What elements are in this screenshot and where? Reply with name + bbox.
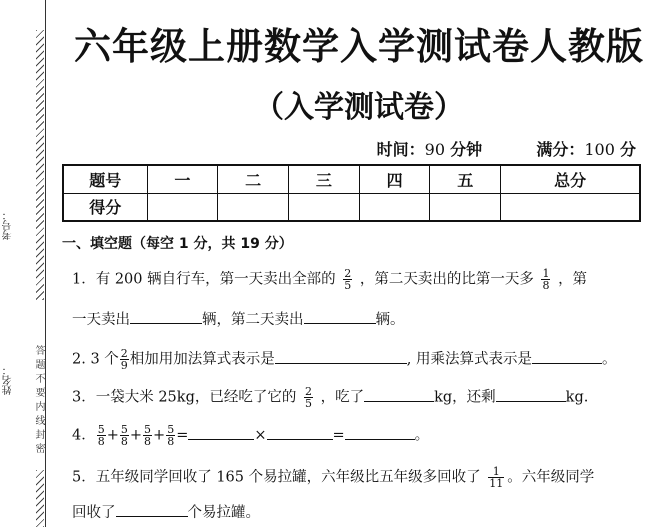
plus-sign: +: [129, 427, 143, 444]
time-value: 90: [424, 140, 446, 159]
numerator: 5: [120, 423, 128, 436]
answer-blank[interactable]: [364, 388, 434, 402]
q2-text-b: 相加用加法算式表示是: [129, 351, 275, 368]
answer-blank[interactable]: [267, 426, 333, 440]
exam-number-field: [3, 160, 17, 240]
score-cell[interactable]: [359, 193, 430, 221]
q5-text-b: 。六年级同学: [507, 469, 595, 486]
score-header-cell: 五: [430, 165, 501, 193]
fraction: [343, 268, 352, 291]
question-5-line-1: [72, 466, 594, 489]
q1-text-a: 1．有 200 辆自行车，第一天卖出全部的: [72, 271, 336, 288]
denominator: 8: [144, 435, 152, 448]
binding-hatch-top: [36, 30, 44, 300]
q5-text-d: 个易拉罐。: [187, 505, 260, 521]
numerator: 2: [120, 347, 128, 360]
exam-meta: [377, 137, 636, 160]
equals-sign: =: [332, 427, 345, 444]
fraction: [120, 424, 129, 447]
fraction: [166, 424, 175, 447]
full-score-value: 100: [584, 140, 615, 159]
q1-text-e: 辆，第二天卖出: [202, 312, 304, 328]
answer-blank[interactable]: [188, 426, 254, 440]
q3-text-d: kg.: [565, 389, 589, 406]
numerator: 5: [144, 423, 152, 436]
fraction: [488, 466, 504, 489]
question-5-line-2: [72, 503, 260, 523]
denominator: 5: [304, 397, 312, 410]
full-score-label: 满分：: [536, 140, 585, 159]
page-title: 六年级上册数学入学测试卷人教版: [74, 24, 644, 68]
plus-sign: +: [106, 427, 119, 444]
name-label: 姓名：: [3, 365, 14, 395]
answer-blank[interactable]: [304, 310, 376, 324]
denominator: 8: [167, 435, 175, 448]
fraction: [120, 348, 129, 371]
q1-text-b: ，第二天卖出的比第一天多: [359, 271, 534, 288]
numerator: 2: [304, 385, 312, 398]
q4-text-a: 4．: [72, 427, 96, 444]
answer-blank[interactable]: [116, 503, 188, 517]
answer-blank[interactable]: [532, 350, 602, 364]
section-heading: 一、填空题（每空 1 分，共 19 分）: [62, 236, 293, 252]
score-cell[interactable]: [147, 193, 218, 221]
time-unit: 分钟: [450, 140, 483, 159]
answer-blank[interactable]: [496, 388, 566, 402]
binding-hatch-bottom: [36, 470, 44, 527]
exam-number-label: 考号：: [3, 210, 14, 240]
score-header-cell: 题号: [63, 165, 147, 193]
q5-text-c: 回收了: [72, 505, 116, 521]
score-header-cell: 二: [218, 165, 289, 193]
q2-text-a: 2. 3 个: [72, 351, 119, 368]
score-row-label: 得分: [63, 193, 147, 221]
full-score-unit: 分: [619, 140, 636, 159]
fraction: [97, 424, 106, 447]
numerator: 1: [542, 267, 550, 280]
score-cell[interactable]: [430, 193, 501, 221]
score-header-cell: 一: [147, 165, 218, 193]
answer-blank[interactable]: [275, 350, 407, 364]
score-header-cell: 三: [288, 165, 359, 193]
denominator: 8: [120, 435, 128, 448]
question-2: [72, 348, 617, 371]
score-header-cell: 总分: [501, 165, 640, 193]
q3-text-b: ，吃了: [320, 389, 365, 406]
answer-blank[interactable]: [130, 310, 202, 324]
question-1-line-1: [72, 268, 587, 291]
q1-text-f: 辆。: [375, 312, 405, 328]
q1-text-d: 一天卖出: [72, 312, 130, 328]
times-sign: ×: [254, 427, 267, 444]
denominator: 8: [97, 435, 105, 448]
numerator: 5: [167, 423, 175, 436]
fraction: [541, 268, 550, 291]
q2-text-c: , 用乘法算式表示是: [406, 351, 532, 368]
score-cell[interactable]: [501, 193, 640, 221]
q1-text-c: ，第: [558, 271, 588, 288]
q3-text-c: kg，还剩: [434, 389, 496, 406]
denominator: 11: [489, 477, 504, 490]
time-label: 时间：: [376, 140, 425, 159]
binding-margin: [0, 0, 58, 527]
seal-note: 答题不要内线封密: [33, 345, 44, 457]
score-cell[interactable]: [218, 193, 289, 221]
denominator: 5: [344, 279, 352, 292]
q5-text-a: 5．五年级同学回收了 165 个易拉罐，六年级比五年级多回收了: [72, 469, 481, 486]
name-field: [3, 295, 17, 395]
plus-sign: +: [153, 427, 166, 444]
fraction: [304, 386, 313, 409]
numerator: 1: [488, 466, 504, 478]
question-3: [72, 386, 588, 409]
question-1-line-2: [72, 310, 405, 330]
equals-sign: =: [176, 427, 189, 444]
score-cell[interactable]: [288, 193, 359, 221]
score-table-header-row: [63, 165, 640, 193]
fraction: [143, 424, 152, 447]
question-4: [72, 424, 429, 447]
denominator: 8: [542, 279, 550, 292]
numerator: 5: [97, 423, 105, 436]
score-table-score-row: [63, 193, 640, 221]
q2-text-d: 。: [602, 351, 617, 368]
numerator: 2: [344, 267, 352, 280]
q4-end: 。: [414, 427, 430, 444]
answer-blank[interactable]: [345, 426, 415, 440]
score-table: [62, 164, 641, 222]
score-header-cell: 四: [359, 165, 430, 193]
q3-text-a: 3．一袋大米 25kg，已经吃了它的: [72, 389, 297, 406]
denominator: 9: [120, 359, 128, 372]
page-subtitle: （入学测试卷）: [254, 90, 464, 125]
